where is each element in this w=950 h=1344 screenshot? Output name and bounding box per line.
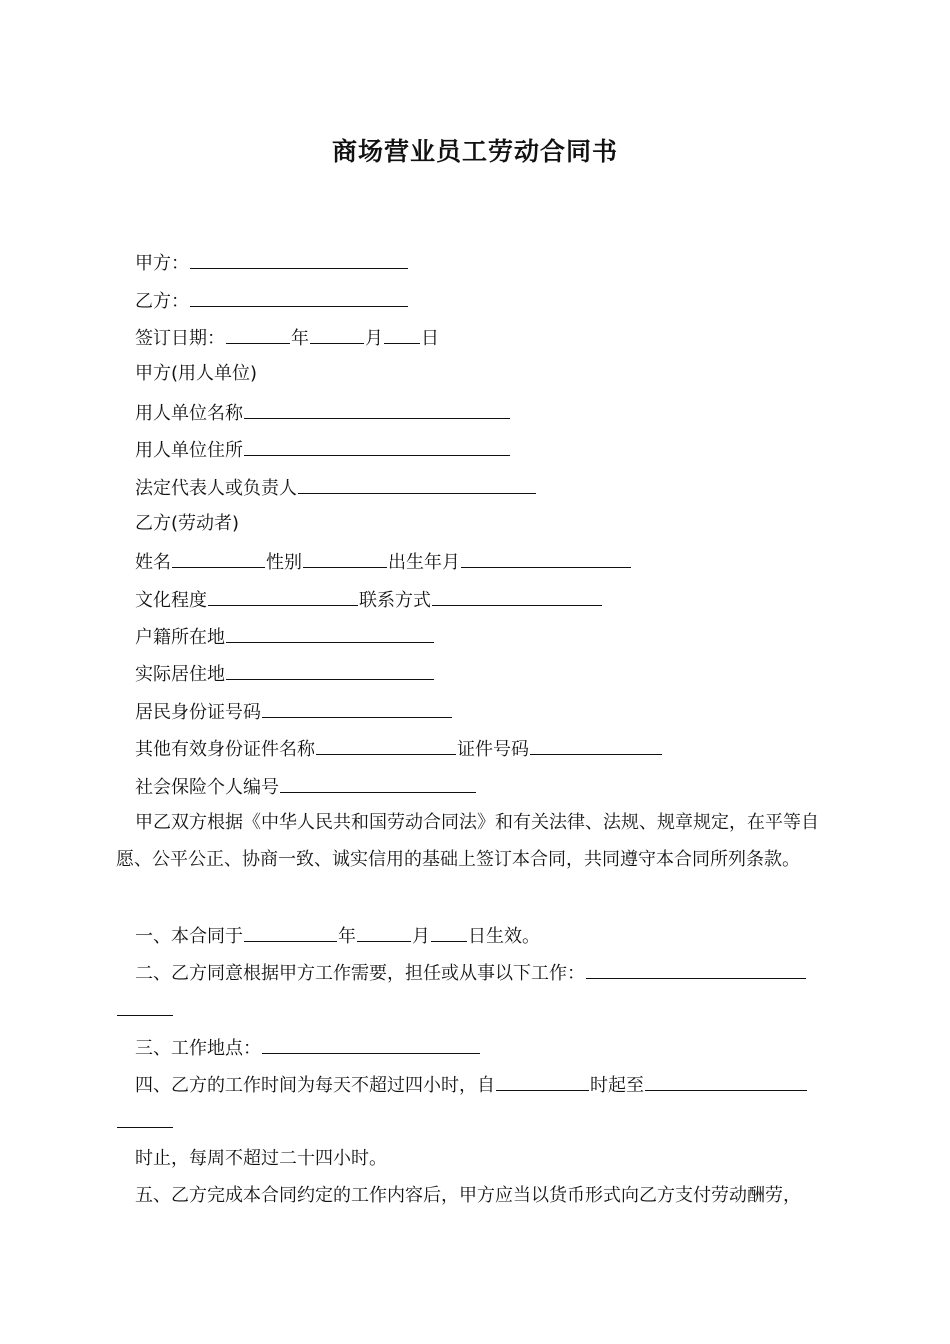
start-hour-blank[interactable] [496, 1071, 589, 1091]
education-blank[interactable] [208, 586, 358, 606]
worker-name-line [135, 548, 632, 576]
sign-year-blank[interactable] [226, 324, 290, 344]
clause-3 [135, 1034, 481, 1062]
end-hour-blank-continued[interactable] [117, 1108, 173, 1128]
party-a-blank[interactable] [190, 249, 408, 269]
clause-1-suffix: 日生效。 [468, 926, 540, 947]
household-blank[interactable] [226, 623, 434, 643]
other-id-name-blank[interactable] [316, 735, 456, 755]
contact-blank[interactable] [432, 586, 602, 606]
residence-line [135, 660, 435, 688]
id-number-label: 居民身份证号码 [135, 702, 261, 723]
intro-paragraph: 甲乙双方根据《中华人民共和国劳动合同法》和有关法律、法规、规章规定，在平等自愿、公平公正、协商一致、诚实信用的基础上签订本合同，共同遵守本合同所列条款。 [116, 812, 819, 870]
household-line [135, 623, 435, 651]
worker-name-label: 姓名 [135, 552, 171, 573]
clause-4 [135, 1071, 808, 1099]
employer-address-label: 用人单位住所 [135, 440, 243, 461]
effective-year-blank[interactable] [244, 922, 337, 942]
contact-label: 联系方式 [359, 590, 431, 611]
effective-month-blank[interactable] [357, 922, 411, 942]
other-id-name-label: 其他有效身份证件名称 [135, 739, 315, 760]
clause-1 [135, 922, 540, 950]
social-security-blank[interactable] [280, 773, 476, 793]
social-security-line [135, 773, 477, 801]
job-blank-continued[interactable] [117, 996, 173, 1016]
id-number-line [135, 698, 453, 726]
clause-2-continued [116, 996, 174, 1024]
day-label: 日 [421, 328, 439, 349]
employer-name-line [135, 399, 511, 427]
work-location-blank[interactable] [262, 1034, 480, 1054]
representative-label: 法定代表人或负责人 [135, 478, 297, 499]
gender-label: 性别 [266, 552, 302, 573]
household-label: 户籍所在地 [135, 627, 225, 648]
worker-name-blank[interactable] [172, 548, 265, 568]
other-id-line [135, 735, 663, 763]
sign-day-blank[interactable] [384, 324, 420, 344]
party-b-blank[interactable] [190, 287, 408, 307]
clause-4-mid: 时起至 [590, 1075, 644, 1096]
other-id-number-blank[interactable] [530, 735, 662, 755]
gender-blank[interactable] [303, 548, 387, 568]
clause-4-continued [116, 1108, 174, 1136]
birth-blank[interactable] [461, 548, 631, 568]
effective-day-blank[interactable] [431, 922, 467, 942]
clause-2 [135, 959, 807, 987]
social-security-label: 社会保险个人编号 [135, 777, 279, 798]
id-number-blank[interactable] [262, 698, 452, 718]
party-b-line [135, 287, 409, 315]
sign-month-blank[interactable] [310, 324, 364, 344]
residence-blank[interactable] [226, 660, 434, 680]
clause-1-prefix: 一、本合同于 [135, 926, 243, 947]
sign-date-label: 签订日期： [135, 328, 225, 349]
employer-address-blank[interactable] [244, 436, 510, 456]
employer-heading: 甲方(用人单位) [135, 363, 258, 384]
job-blank[interactable] [586, 959, 806, 979]
residence-label: 实际居住地 [135, 664, 225, 685]
year-label: 年 [291, 328, 309, 349]
end-hour-blank[interactable] [645, 1071, 807, 1091]
party-b-label: 乙方： [135, 291, 189, 312]
clause-4-prefix: 四、乙方的工作时间为每天不超过四小时，自 [135, 1075, 495, 1096]
employer-name-blank[interactable] [244, 399, 510, 419]
sign-date-line [135, 324, 439, 352]
employer-name-label: 用人单位名称 [135, 403, 243, 424]
representative-line [135, 474, 537, 502]
education-line [135, 586, 603, 614]
month-label: 月 [365, 328, 383, 349]
birth-label: 出生年月 [388, 552, 460, 573]
employer-address-line [135, 436, 511, 464]
clause-1-month: 月 [412, 926, 430, 947]
clause-1-year: 年 [338, 926, 356, 947]
representative-blank[interactable] [298, 474, 536, 494]
other-id-number-label: 证件号码 [457, 739, 529, 760]
clause-2-text: 二、乙方同意根据甲方工作需要，担任或从事以下工作： [135, 963, 585, 984]
document-title: 商场营业员工劳动合同书 [331, 137, 618, 166]
clause-5: 五、乙方完成本合同约定的工作内容后，甲方应当以货币形式向乙方支付劳动酬劳， [135, 1185, 801, 1206]
clause-3-text: 三、工作地点： [135, 1038, 261, 1059]
clause-4-end: 时止，每周不超过二十四小时。 [135, 1148, 387, 1169]
worker-heading: 乙方(劳动者) [135, 513, 240, 534]
party-a-label: 甲方： [135, 253, 189, 274]
party-a-line [135, 249, 409, 277]
education-label: 文化程度 [135, 590, 207, 611]
